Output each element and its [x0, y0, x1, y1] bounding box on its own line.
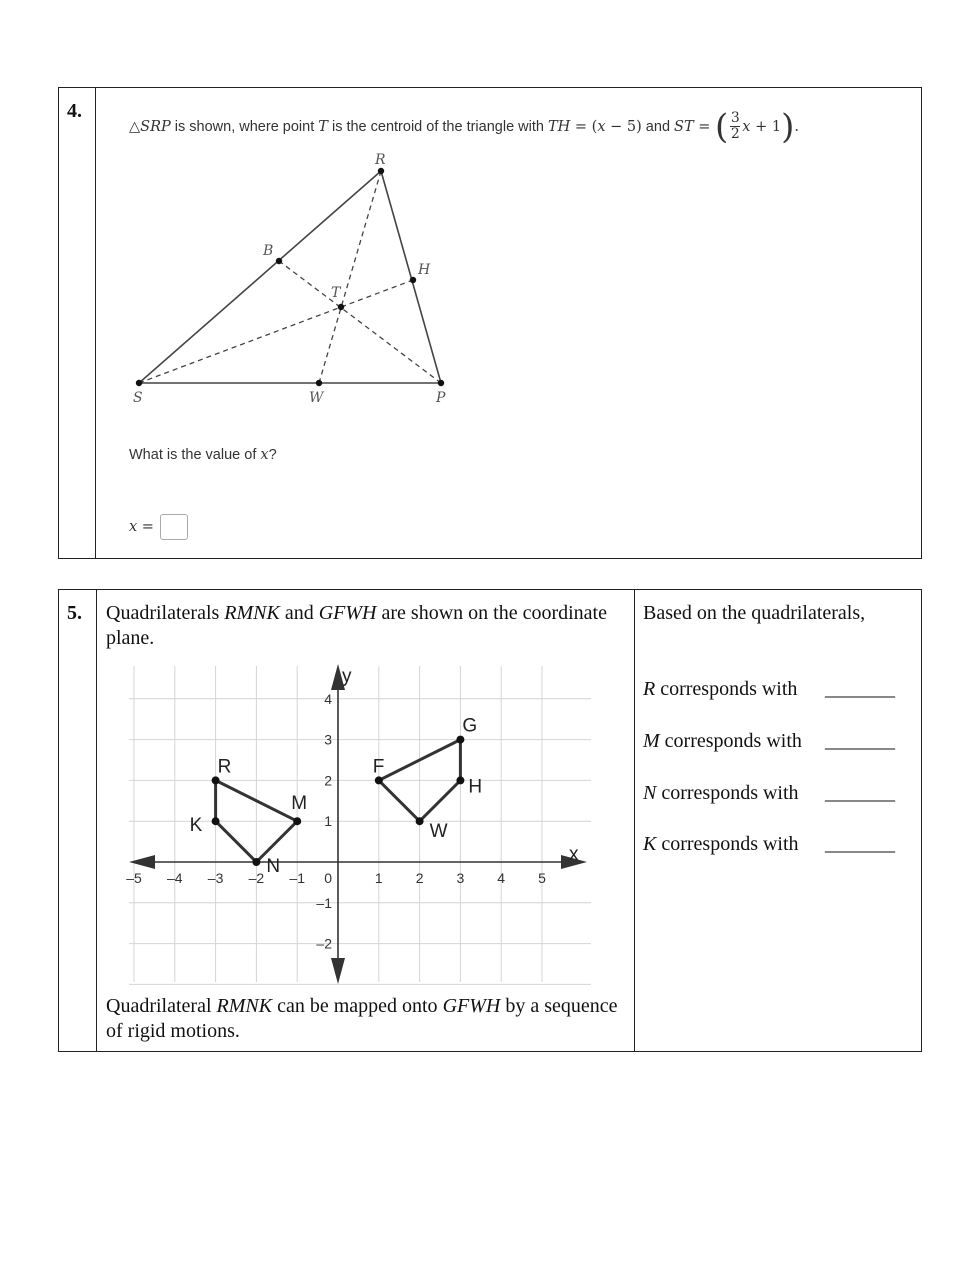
intro-text: Quadrilaterals	[106, 602, 225, 624]
fraction-numerator: 3	[730, 110, 740, 126]
x-tick-label: 4	[497, 870, 506, 886]
variable: x	[742, 118, 751, 135]
variable: x	[597, 118, 606, 135]
fraction-denominator: 2	[730, 126, 740, 142]
prompt-text: is the centroid of the triangle with	[327, 118, 548, 135]
x-axis-arrow-left	[129, 855, 155, 869]
label-h: H	[418, 262, 431, 278]
y-tick-label: 1	[324, 813, 332, 830]
outro-text: by a sequence of rigid motions.	[106, 995, 618, 1042]
period: .	[794, 118, 799, 135]
vertex-w	[416, 817, 424, 825]
x-tick-label: 5	[538, 870, 546, 886]
vertex-label-k: K	[189, 815, 203, 837]
triangle-name: SRP	[140, 118, 171, 135]
vertex-g	[456, 736, 464, 744]
x-tick-label: 2	[415, 870, 424, 886]
correspondence-row	[643, 730, 802, 753]
y-tick-label: –2	[316, 935, 332, 952]
equation-part: − 5)	[605, 118, 642, 135]
question-5-intro	[106, 601, 626, 651]
x-tick-label: 3	[456, 870, 465, 886]
outro-text: Quadrilateral	[106, 995, 217, 1017]
answer-blank[interactable]: _______	[825, 678, 895, 700]
vertex-r	[212, 776, 220, 784]
question-mark: ?	[268, 447, 277, 463]
label-t: T	[331, 285, 341, 301]
question-4-prompt	[129, 106, 799, 147]
x-tick-label: –5	[126, 870, 142, 886]
correspondence-row	[643, 782, 799, 805]
origin-label: 0	[324, 870, 332, 886]
column-divider	[96, 590, 97, 1051]
vertex-k	[212, 817, 220, 825]
answer-row	[129, 514, 188, 540]
point-b	[276, 258, 282, 264]
fraction	[730, 111, 740, 142]
left-paren: (	[715, 106, 729, 147]
correspondence-row	[643, 678, 797, 701]
answer-input[interactable]	[160, 514, 188, 540]
point-name: T	[318, 118, 328, 135]
coordinate-plane	[126, 660, 599, 988]
median-pb	[279, 261, 441, 383]
right-heading: Based on the quadrilaterals,	[643, 602, 866, 624]
prompt-text: and	[641, 118, 675, 135]
x-tick-label: –1	[289, 870, 305, 886]
vertex-label-f: F	[372, 756, 385, 778]
side-rp	[381, 171, 441, 383]
point-s	[136, 380, 142, 386]
correspondence-text: corresponds with	[655, 678, 798, 700]
answer-blank[interactable]: _______	[825, 833, 895, 855]
median-sh	[139, 280, 413, 383]
point-r	[378, 168, 384, 174]
variable: x	[260, 447, 269, 463]
vertex-label-g: G	[462, 715, 478, 737]
vertex-label-h: H	[468, 776, 483, 798]
side-sr	[139, 171, 381, 383]
vertex-letter: N	[643, 782, 657, 804]
question-5-outro	[106, 994, 626, 1044]
equation-part: =	[693, 118, 716, 135]
st-symbol: ST	[674, 118, 694, 135]
answer-variable: x	[129, 519, 138, 535]
label-s: S	[133, 390, 143, 406]
quad-name: GFWH	[318, 602, 377, 624]
label-p: P	[436, 390, 446, 406]
vertex-letter: K	[643, 833, 657, 855]
label-b: B	[263, 243, 274, 259]
x-tick-label: –2	[248, 870, 265, 886]
x-tick-label: –3	[207, 870, 224, 886]
y-axis-arrow-down	[331, 958, 345, 984]
outro-text: can be mapped onto	[272, 995, 443, 1017]
quad-name: RMNK	[216, 995, 273, 1017]
vertex-label-n: N	[266, 856, 281, 877]
x-tick-label: –4	[167, 870, 183, 886]
right-column	[635, 590, 923, 1051]
point-p	[438, 380, 444, 386]
x-tick-label: 1	[374, 870, 383, 886]
vertex-label-r: R	[217, 756, 232, 778]
quad-name: GFWH	[442, 995, 501, 1017]
th-symbol: TH	[547, 118, 571, 135]
right-paren: )	[781, 106, 795, 147]
intro-text: are shown on the coordinate plane.	[106, 602, 607, 649]
column-divider	[95, 88, 96, 558]
intro-text: and	[279, 602, 319, 624]
x-axis-label: x	[569, 844, 579, 865]
triangle-symbol: △	[129, 118, 141, 135]
median-rw	[319, 171, 381, 383]
y-axis-label: y	[342, 666, 352, 687]
y-tick-label: 4	[324, 690, 332, 707]
ask-text: What is the value of	[129, 447, 261, 463]
vertex-label-m: M	[291, 793, 308, 815]
label-r: R	[375, 152, 386, 168]
y-tick-label: 3	[324, 731, 332, 748]
prompt-text: is shown, where point	[170, 118, 319, 135]
vertex-h	[456, 776, 464, 784]
vertex-n	[252, 858, 260, 866]
question-4-ask	[129, 447, 277, 464]
question-4-table	[58, 87, 922, 559]
point-w	[316, 380, 322, 386]
point-h	[410, 277, 416, 283]
equation-part: = (	[570, 118, 598, 135]
question-number: 4.	[67, 100, 82, 122]
correspondence-row	[643, 833, 799, 856]
point-t	[338, 304, 344, 310]
equation-part: + 1	[750, 118, 782, 135]
vertex-m	[293, 817, 301, 825]
answer-blank[interactable]: _______	[825, 730, 895, 752]
quad-name: RMNK	[224, 602, 280, 624]
triangle-diagram	[129, 150, 489, 410]
label-w: W	[309, 390, 324, 406]
y-tick-label: –1	[316, 894, 332, 911]
vertex-label-w: W	[429, 821, 448, 843]
answer-blank[interactable]: _______	[825, 782, 895, 804]
correspondence-text: corresponds with	[656, 833, 799, 855]
correspondence-text: corresponds with	[659, 730, 802, 752]
y-tick-label: 2	[324, 772, 332, 789]
vertex-f	[375, 776, 383, 784]
correspondence-text: corresponds with	[656, 782, 799, 804]
question-5-table	[58, 589, 922, 1052]
question-number: 5.	[67, 602, 82, 624]
vertex-letter: R	[643, 678, 656, 700]
vertex-letter: M	[643, 730, 660, 752]
equals-sign: =	[137, 519, 154, 535]
